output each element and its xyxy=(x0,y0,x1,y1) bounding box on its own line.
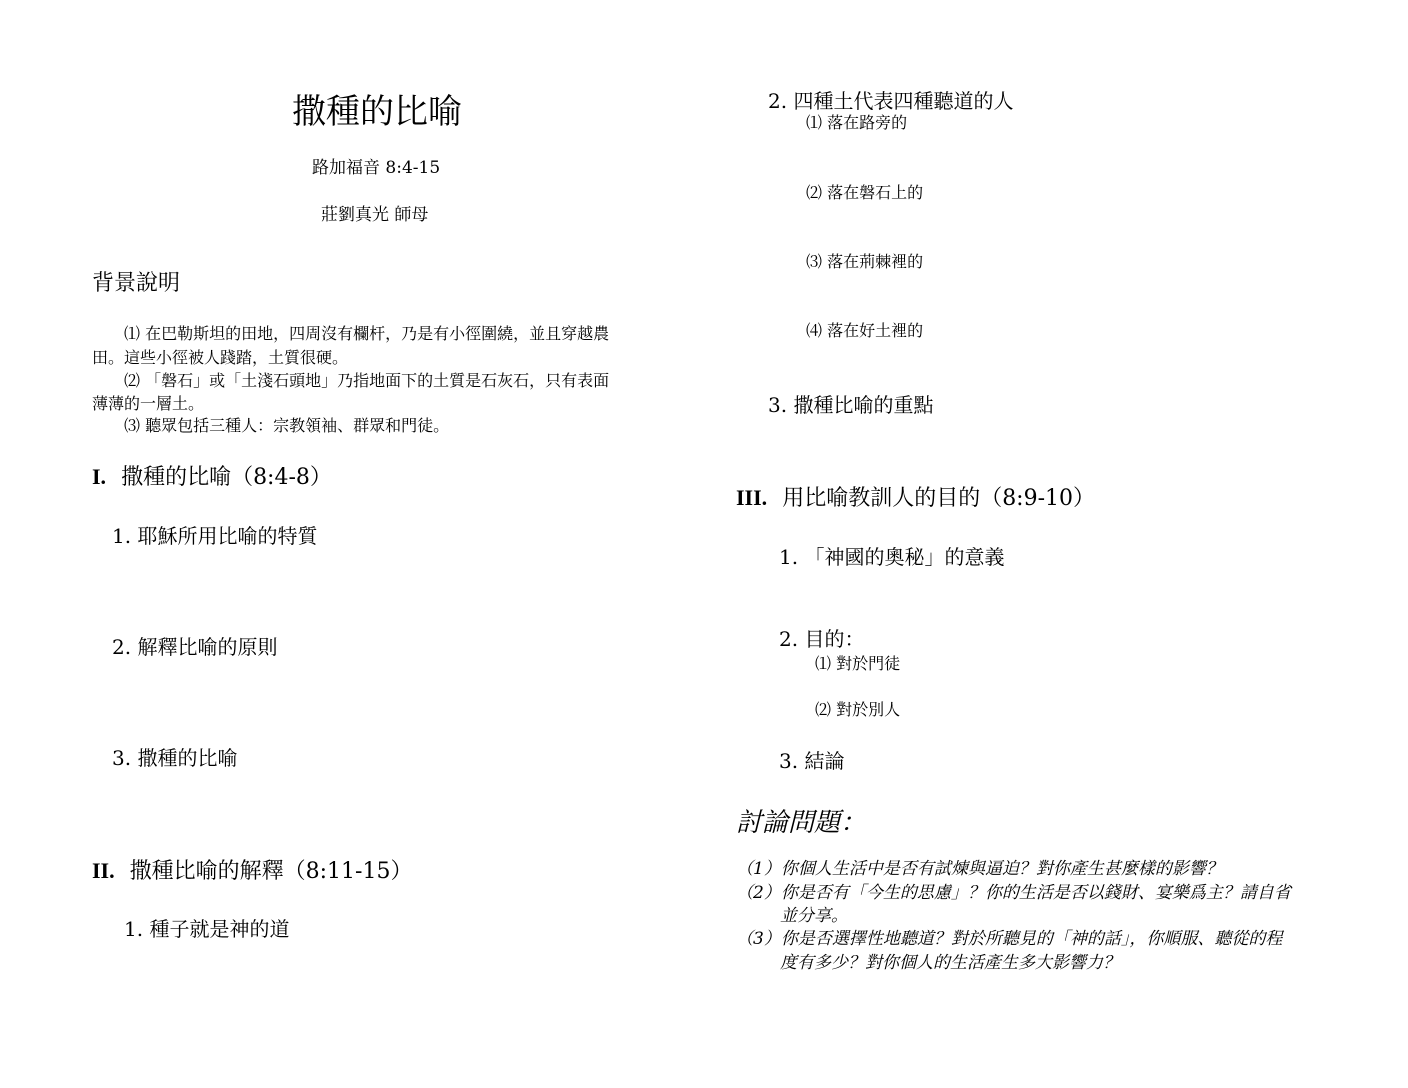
background-point-2-cont: 薄薄的一層土。 xyxy=(92,394,205,413)
background-point-3: ⑶ 聽眾包括三種人：宗教領袖、群眾和門徒。 xyxy=(124,416,450,435)
background-heading: 背景說明 xyxy=(92,271,181,296)
section-3-number: III. xyxy=(736,485,768,510)
discussion-question-3-cont: 度有多少？對你個人的生活產生多大影響力？ xyxy=(780,953,1120,973)
discussion-heading: 討論問題： xyxy=(736,808,867,838)
section-2-heading xyxy=(92,854,412,885)
discussion-question-1: （1）你個人生活中是否有試煉與逼迫？對你產生甚麼樣的影響？ xyxy=(736,859,1223,879)
background-point-1: ⑴ 在巴勒斯坦的田地，四周沒有欄杆，乃是有小徑圍繞，並且穿越農 xyxy=(124,324,610,343)
section-2-subitem-4: ⑷ 落在好土裡的 xyxy=(806,321,924,340)
background-point-2: ⑵ 「磐石」或「土淺石頭地」乃指地面下的土質是石灰石，只有表面 xyxy=(124,371,610,390)
section-3-item-3: 3. 結論 xyxy=(779,749,845,773)
section-1-heading xyxy=(92,460,332,491)
section-3-item-2: 2. 目的： xyxy=(779,627,865,651)
section-1-item-3: 3. 撒種的比喻 xyxy=(112,746,238,770)
section-2-subitem-1: ⑴ 落在路旁的 xyxy=(806,113,908,132)
section-3-title: 用比喻教訓人的目的（8:9-10） xyxy=(782,486,1096,511)
section-2-title: 撒種比喻的解釋（8:11-15） xyxy=(129,859,413,884)
section-1-item-2: 2. 解釋比喻的原則 xyxy=(112,635,278,659)
section-1-item-1: 1. 耶穌所用比喻的特質 xyxy=(112,524,318,548)
scripture-reference: 路加福音 8:4-15 xyxy=(312,158,441,178)
section-1-number: I. xyxy=(92,464,107,489)
page-title: 撒種的比喻 xyxy=(292,92,462,132)
author-name: 莊劉真光 師母 xyxy=(321,205,429,225)
section-2-subitem-2: ⑵ 落在磐石上的 xyxy=(806,183,924,202)
section-1-title: 撒種的比喻（8:4-8） xyxy=(121,465,332,490)
section-3-item-1: 1. 「神國的奧秘」的意義 xyxy=(779,545,1005,569)
section-2-item-1: 1. 種子就是神的道 xyxy=(124,917,290,941)
section-2-number: II. xyxy=(92,858,115,883)
section-3-subitem-1: ⑴ 對於門徒 xyxy=(815,654,901,673)
discussion-question-2: （2）你是否有「今生的思慮」？你的生活是否以錢財、宴樂爲主？請自省 xyxy=(736,883,1291,903)
section-2-item-2: 2. 四種土代表四種聽道的人 xyxy=(768,89,1014,113)
section-2-item-3: 3. 撒種比喻的重點 xyxy=(768,393,934,417)
background-point-1-cont: 田。這些小徑被人踐踏，土質很硬。 xyxy=(92,348,349,367)
section-3-subitem-2: ⑵ 對於別人 xyxy=(815,700,901,719)
discussion-question-3: （3）你是否選擇性地聽道？對於所聽見的「神的話」，你順服、聽從的程 xyxy=(736,929,1283,949)
section-3-heading xyxy=(736,481,1095,512)
discussion-question-2-cont: 並分享。 xyxy=(780,906,848,926)
section-2-subitem-3: ⑶ 落在荊棘裡的 xyxy=(806,252,924,271)
